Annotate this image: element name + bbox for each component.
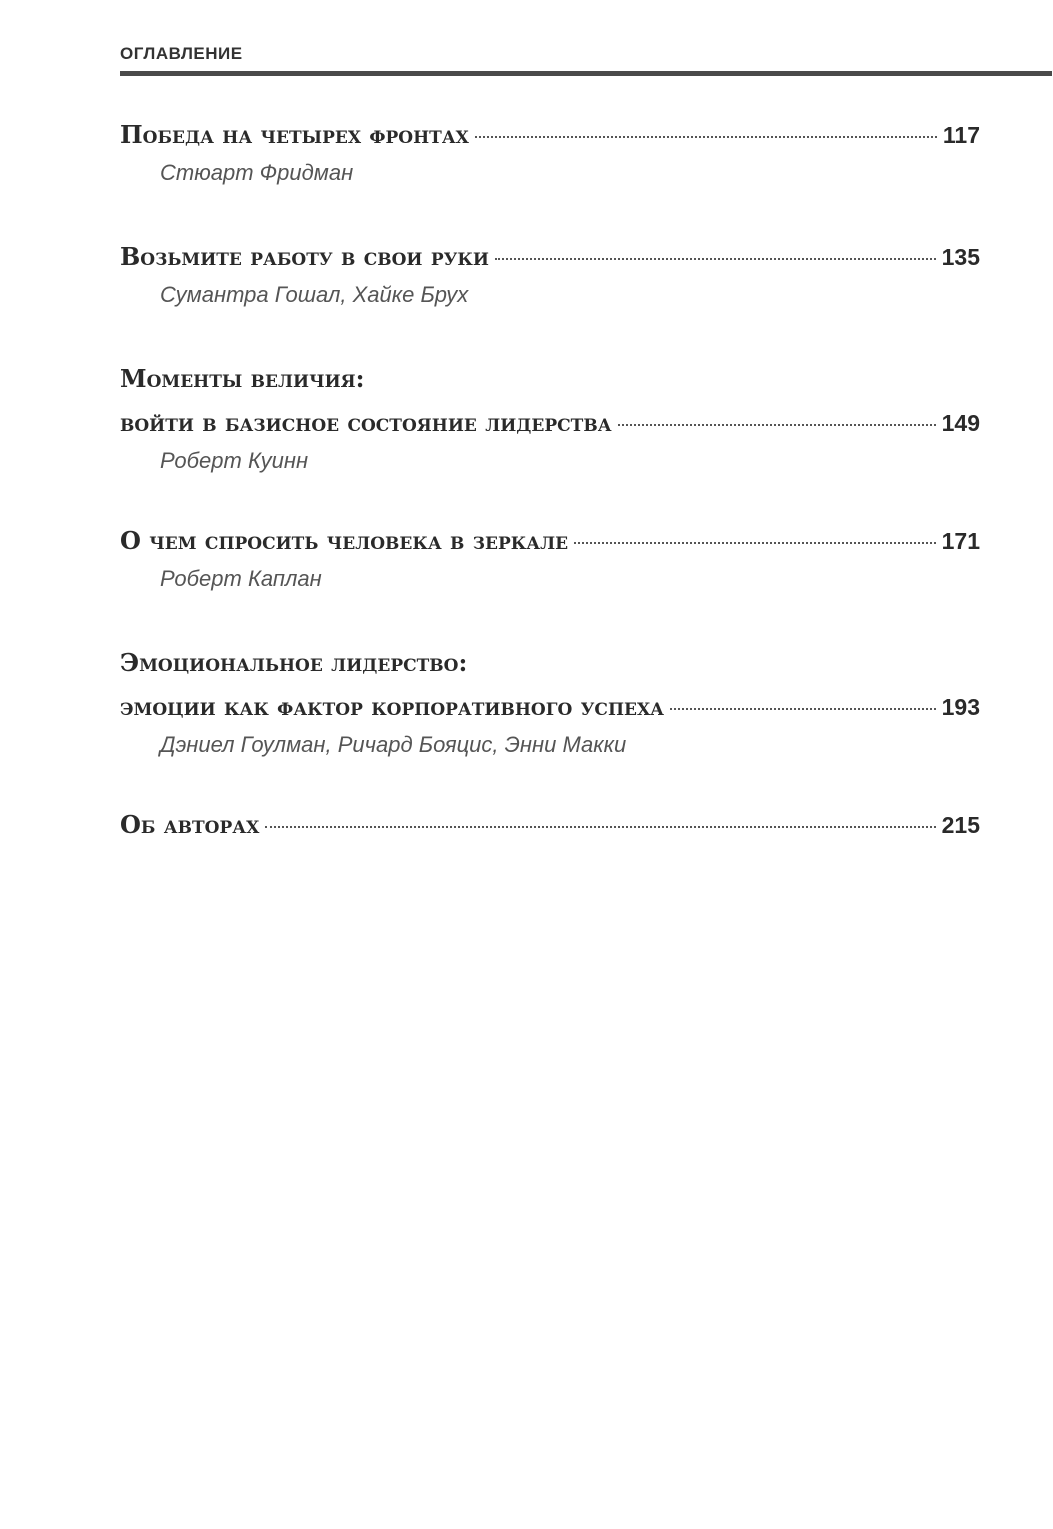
toc-title-part: Моменты величия: xyxy=(120,364,365,393)
toc-title-line xyxy=(120,242,980,276)
toc-title: Об авторах xyxy=(120,810,260,839)
running-head: ОГЛАВЛЕНИЕ xyxy=(120,44,243,63)
toc-page-number: 135 xyxy=(941,244,980,270)
toc-title: Победа на четырех фронтах xyxy=(120,120,469,149)
table-of-contents xyxy=(120,120,980,844)
dot-leader xyxy=(670,708,936,710)
toc-entry[interactable] xyxy=(120,364,980,474)
header-rule xyxy=(120,71,1052,76)
toc-entry[interactable] xyxy=(120,242,980,308)
dot-leader xyxy=(618,424,936,426)
toc-title-line xyxy=(120,526,980,560)
toc-page-number: 117 xyxy=(942,122,980,148)
toc-title-line xyxy=(120,120,980,154)
toc-title-line xyxy=(120,810,980,844)
toc-title-line xyxy=(120,692,980,726)
toc-entry[interactable] xyxy=(120,810,980,844)
dot-leader xyxy=(574,542,936,544)
toc-title: эмоции как фактор корпоративного успеха xyxy=(120,692,664,721)
toc-page-number: 193 xyxy=(941,694,980,720)
toc-author: Сумантра Гошал, Хайке Брух xyxy=(160,282,469,307)
toc-entry[interactable] xyxy=(120,526,980,592)
toc-entry[interactable] xyxy=(120,120,980,186)
toc-page-number: 215 xyxy=(941,812,980,838)
toc-page-number: 171 xyxy=(941,528,980,554)
toc-author: Дэниел Гоулман, Ричард Бояцис, Энни Макки xyxy=(160,732,627,757)
dot-leader xyxy=(475,136,937,138)
toc-author: Роберт Куинн xyxy=(160,448,309,473)
dot-leader xyxy=(495,258,936,260)
dot-leader xyxy=(265,826,935,828)
toc-entry[interactable] xyxy=(120,648,980,758)
toc-title: войти в базисное состояние лидерства xyxy=(120,408,612,437)
toc-author: Роберт Каплан xyxy=(160,566,322,591)
toc-title: О чем спросить человека в зеркале xyxy=(120,526,569,555)
toc-title-part: Эмоциональное лидерство: xyxy=(120,648,468,677)
toc-title: Возьмите работу в свои руки xyxy=(120,242,489,271)
toc-author: Стюарт Фридман xyxy=(160,160,354,185)
toc-title-line xyxy=(120,408,980,442)
toc-page-number: 149 xyxy=(941,410,980,436)
